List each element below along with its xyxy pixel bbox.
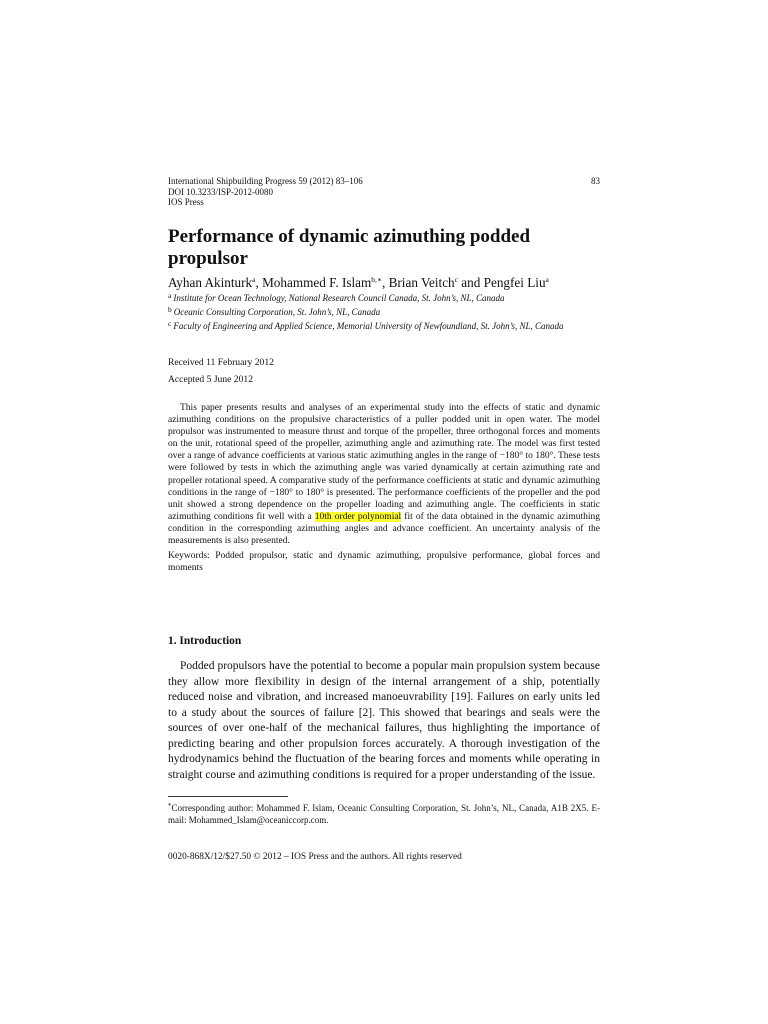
- received-date: Received 11 February 2012: [168, 357, 274, 368]
- author-separator: ,: [255, 275, 263, 290]
- author-affil-mark: a: [252, 275, 256, 284]
- abstract: [168, 402, 600, 547]
- journal-header: [168, 176, 600, 208]
- footnote-mark: *: [168, 802, 172, 810]
- affiliation-text: Oceanic Consulting Corporation, St. John’s, NL, Canada: [173, 307, 381, 317]
- section-heading-introduction: 1. Introduction: [168, 635, 242, 647]
- introduction-paragraph: Podded propulsors have the potential to become a popular main propulsion system because they allow more flexibility in design of the internal arrangement of a ship, potentially reduced noise and vibration, and increased manoeuvrability [19]. Failures on early units led to a study about the sources of failure [2]. This showed that bearings and seals were the sources of over one-half of the mechanical failures, thus highlighting the importance of predicting bearing and other propulsion forces accurately. A thorough investigation of the hydrodynamics behind the fluctuation of the bearing forces and moments while operating in straight course and azimuthing conditions is required for a proper understanding of the issue.: [168, 660, 600, 781]
- footnote-divider: [168, 796, 288, 797]
- affiliation-mark: b: [168, 305, 172, 314]
- affiliation: [168, 304, 600, 318]
- highlighted-text[interactable]: 10th order polynomial: [314, 511, 402, 522]
- publisher: IOS Press: [168, 197, 204, 207]
- abstract-text-continued: fit of the data obtained in the dynamic azimuthing condition in the corresponding azimuthing angles and advance coefficient. An uncertainty analysis of the measurements is also presented.: [168, 511, 600, 547]
- submission-dates: [168, 354, 600, 388]
- affiliations: [168, 290, 600, 332]
- author-name: Ayhan Akinturk: [168, 275, 253, 290]
- affiliation: [168, 290, 600, 304]
- journal-citation: International Shipbuilding Progress 59 (2012) 83–106: [168, 176, 363, 186]
- author-separator: and: [458, 275, 484, 290]
- accepted-date: Accepted 5 June 2012: [168, 374, 253, 385]
- author-separator: ,: [382, 275, 389, 290]
- keywords: Keywords: Podded propulsor, static and dynamic azimuthing, propulsive performance, global forces and moments: [168, 551, 600, 574]
- author-name: Brian Veitch: [388, 275, 455, 290]
- author-affil-mark: a: [545, 275, 549, 284]
- author-name: Mohammed F. Islam: [262, 275, 372, 290]
- paper-title: Performance of dynamic azimuthing podded propulsor: [168, 226, 531, 269]
- author-name: Pengfei Liu: [483, 275, 546, 290]
- author-affil-mark: c: [454, 275, 458, 284]
- author-list: [168, 272, 600, 291]
- affiliation-mark: c: [168, 319, 172, 328]
- affiliation-text: Institute for Ocean Technology, National Research Council Canada, St. John’s, NL, Canada: [173, 293, 505, 303]
- affiliation-text: Faculty of Engineering and Applied Science, Memorial University of Newfoundland, St. John’s, NL, Canada: [173, 321, 564, 331]
- author-affil-mark: b,∗: [371, 275, 383, 284]
- footnote: [168, 800, 600, 826]
- affiliation: [168, 318, 600, 332]
- copyright-line: 0020-868X/12/$27.50 © 2012 – IOS Press and the authors. All rights reserved: [168, 852, 462, 862]
- doi: DOI 10.3233/ISP-2012-0080: [168, 186, 273, 197]
- affiliation-mark: a: [168, 291, 172, 300]
- footnote-text: Corresponding author: Mohammed F. Islam, Oceanic Consulting Corporation, St. John’s, NL, Canada, A1B 2X5. E-mail: Mohammed_Islam@oceaniccorp.com.: [168, 803, 600, 825]
- page-number: 83: [591, 176, 600, 186]
- abstract-text: This paper presents results and analyses of an experimental study into the effects of static and dynamic azimuthing conditions on the propulsive characteristics of a puller podded unit in open water. The model propulsor was instrumented to measure thrust and torque of the propeller, three orthogonal forces and moments on the unit, rotational speed of the propeller, azimuthing angle and azimuthing rate. The model was first tested over a range of advance coefficients at various static azimuthing angles in the range of −180° to 180°. These tests were followed by tests in which the azimuthing angle was varied dynamically at certain azimuthing rate and propeller rotational speed. A comparative study of the performance coefficients at static and dynamic azimuthing conditions in the range of −180° to 180° is presented. The performance coefficients of the propeller and the pod unit showed a strong dependence on the propeller loading and azimuthing angle. The coefficients in static azimuthing conditions fit well with a: [168, 403, 600, 522]
